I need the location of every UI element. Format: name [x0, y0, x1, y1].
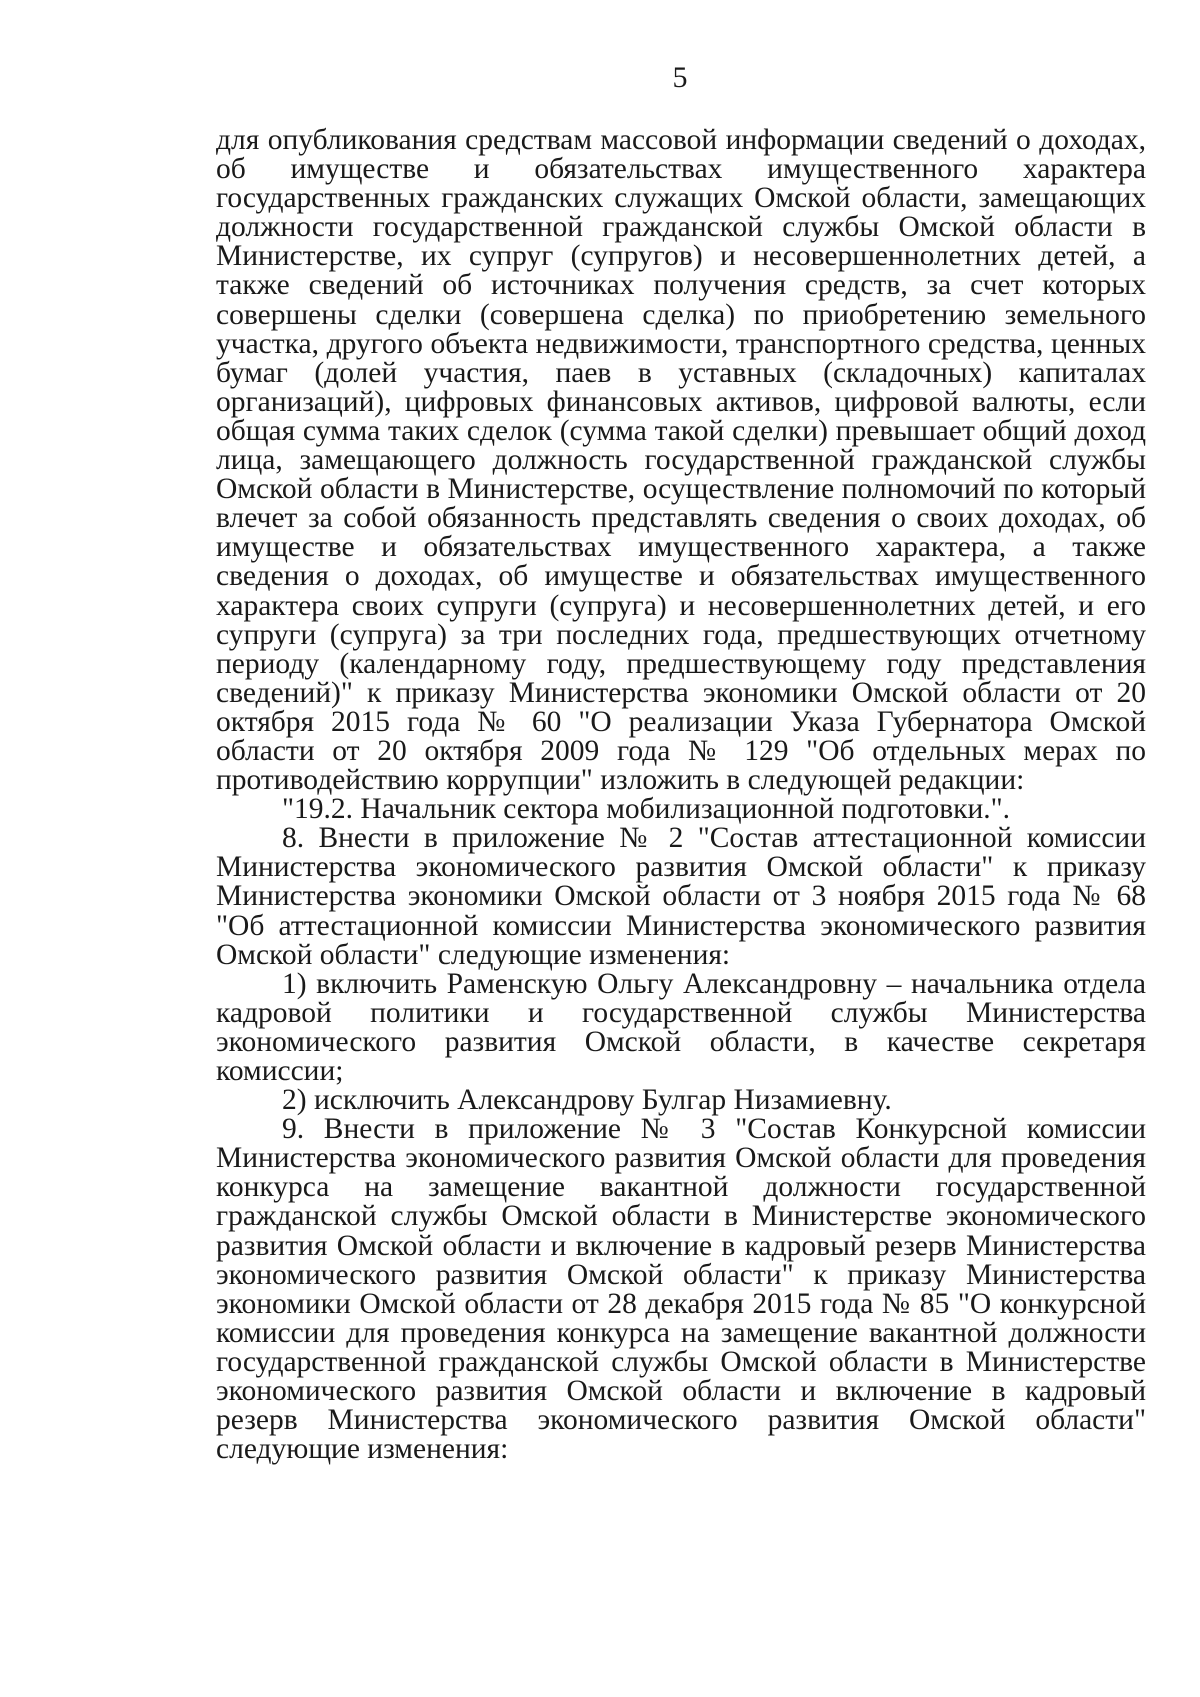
paragraph-continuation: для опубликования средствам массовой информации сведений о доходах, об имуществе и обязательствах имущественного характера государственных гражданских служащих Омской области, замещающих должности государственной гражданской службы Омской области в Министерстве, их супруг (супругов) и несовершеннолетних детей, а также сведений об источниках получения средств, за счет которых совершены сделки (совершена сделка) по приобретению земельного участка, другого объекта недвижимости, транспортного средства, ценных бумаг (долей участия, паев в уставных (складочных) капиталах организаций), цифровых финансовых активов, цифровой валюты, если общая сумма таких сделок (сумма такой сделки) превышает общий доход лица, замещающего должность государственной гражданской службы Омской области в Министерстве, осуществление полномочий по который влечет за собой обязанность представлять сведения о своих доходах, об имуществе и обязательствах имущественного характера, а также сведения о доходах, об имуществе и обязательствах имущественного характера своих супруги (супруга) и несовершеннолетних детей, и его супруги (супруга) за три последних года, предшествующих отчетному периоду (календарному году, предшествующему году представления сведений)" к приказу Министерства экономики Омской области от 20 октября 2015 года № 60 "О реализации Указа Губернатора Омской области от 20 октября 2009 года № 129 "Об отдельных мерах по противодействию коррупции" изложить в следующей редакции: [216, 124, 1146, 797]
page-number: 5 [672, 61, 688, 94]
paragraph-subitem-2: 2) исключить Александрову Булгар Низамиевну. [282, 1084, 892, 1117]
paragraph-item-8: 8. Внести в приложение № 2 "Состав аттестационной комиссии Министерства экономического развития Омской области" к приказу Министерства экономики Омской области от 3 ноября 2015 года № 68 "Об аттестационной комиссии Министерства экономического развития Омской области" следующие изменения: [216, 822, 1146, 971]
document-body [216, 126, 1146, 1464]
paragraph-item-9: 9. Внести в приложение № 3 "Состав Конкурсной комиссии Министерства экономического развития Омской области для проведения конкурса на замещение вакантной должности государственной гражданской службы Омской области в Министерстве экономического развития Омской области и включение в кадровый резерв Министерства экономического развития Омской области" к приказу Министерства экономики Омской области от 28 декабря 2015 года № 85 "О конкурсной комиссии для проведения конкурса на замещение вакантной должности государственной гражданской службы Омской области в Министерстве экономического развития Омской области и включение в кадровый резерв Министерства экономического развития Омской области" следующие изменения: [216, 1113, 1146, 1466]
paragraph-new-item-19-2: "19.2. Начальник сектора мобилизационной подготовки.". [282, 793, 1011, 826]
paragraph-subitem-1: 1) включить Раменскую Ольгу Александровну – начальника отдела кадровой политики и государственной службы Министерства экономического развития Омской области, в качестве секретаря комиссии; [216, 967, 1146, 1087]
